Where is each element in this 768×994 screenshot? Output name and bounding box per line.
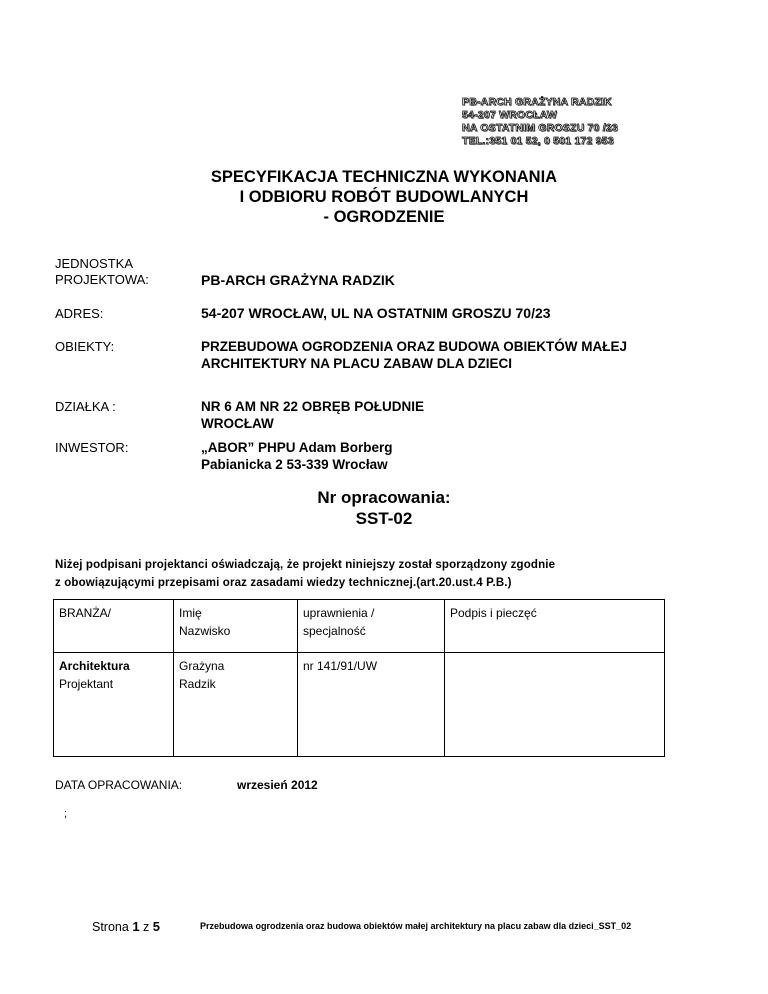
cell-signature <box>445 653 665 757</box>
title-line: - OGRODZENIE <box>323 208 445 226</box>
document-number-label: Nr opracowania: <box>317 488 451 507</box>
header-license-line: uprawnienia / <box>303 606 375 620</box>
cell-license-text: nr 141/91/UW <box>303 659 378 673</box>
objects-label: OBIEKTY: <box>55 339 115 354</box>
cell-branch-line: Architektura <box>59 659 130 673</box>
cell-name-line: Radzik <box>179 677 216 691</box>
table-header-row <box>54 600 665 653</box>
title-line: SPECYFIKACJA TECHNICZNA WYKONANIA <box>210 168 558 186</box>
investor-label: INWESTOR: <box>55 440 129 455</box>
date-label: DATA OPRACOWANIA: <box>55 778 183 792</box>
page-word: Strona <box>92 920 129 934</box>
header-license-line: specjalność <box>303 624 366 638</box>
cell-name-line: Grażyna <box>179 659 225 673</box>
objects-value-line: ARCHITEKTURY NA PLACU ZABAW DLA DZIECI <box>201 356 512 371</box>
date-value: wrzesień 2012 <box>237 778 318 792</box>
investor-value-line: Pabianicka 2 53-339 Wrocław <box>201 457 388 472</box>
address-label: ADRES: <box>55 306 104 321</box>
stray-mark: ; <box>64 808 68 820</box>
investor-value-line: „ABOR” PHPU Adam Borberg <box>201 440 393 455</box>
header-branch-text: BRANŻA/ <box>59 606 112 620</box>
footer-text: Przebudowa ogrodzenia oraz budowa obiektów małej architektury na placu zabaw dla dzieci_SST_02 <box>200 921 632 931</box>
header-name <box>174 600 298 653</box>
page-current: 1 <box>132 919 140 934</box>
title-line: I ODBIORU ROBÓT BUDOWLANYCH <box>239 188 529 206</box>
plot-value <box>201 398 424 432</box>
investor-value <box>201 439 393 473</box>
objects-value <box>201 338 627 372</box>
header-branch <box>54 600 174 653</box>
cell-license <box>298 653 445 757</box>
stamp-line: TEL.:351 01 52, 0 501 172 953 <box>462 135 614 147</box>
declaration <box>55 556 555 592</box>
header-signature <box>445 600 665 653</box>
stamp-line: NA OSTATNIM GROSZU 70 /23 <box>462 122 618 134</box>
plot-value-line: WROCŁAW <box>201 416 274 431</box>
cell-name <box>174 653 298 757</box>
unit-label <box>55 256 149 288</box>
declaration-line: z obowiązującymi przepisami oraz zasadami wiedzy technicznej.(art.20.ust.4 P.B.) <box>55 577 512 589</box>
document-title <box>0 167 768 227</box>
page-total: 5 <box>152 919 161 934</box>
unit-label-line: JEDNOSTKA <box>55 256 134 271</box>
declaration-line: Niżej podpisani projektanci oświadczają, że projekt niniejszy został sporządzony zgodnie <box>55 559 556 571</box>
unit-value: PB-ARCH GRAŻYNA RADZIK <box>201 272 395 288</box>
signature-table <box>53 599 665 757</box>
header-name-line: Imię <box>179 606 202 620</box>
address-value: 54-207 WROCŁAW, UL NA OSTATNIM GROSZU 70/23 <box>201 305 551 321</box>
plot-value-line: NR 6 AM NR 22 OBRĘB POŁUDNIE <box>201 399 425 414</box>
objects-value-line: PRZEBUDOWA OGRODZENIA ORAZ BUDOWA OBIEKTÓW MAŁEJ <box>201 339 627 354</box>
table-row <box>54 653 665 757</box>
plot-label: DZIAŁKA : <box>55 399 116 414</box>
company-stamp <box>462 96 618 148</box>
unit-label-line: PROJEKTOWA: <box>55 272 149 287</box>
stamp-line: PB-ARCH GRAŻYNA RADZIK <box>462 96 612 108</box>
cell-branch-line: Projektant <box>59 677 114 691</box>
header-name-line: Nazwisko <box>179 624 231 638</box>
document-number-value: SST-02 <box>355 509 413 528</box>
header-license <box>298 600 445 653</box>
cell-branch <box>54 653 174 757</box>
page-number <box>92 919 160 934</box>
page-of: z <box>143 920 150 934</box>
document-number <box>0 487 768 529</box>
stamp-line: 54-207 WROCŁAW <box>462 109 557 121</box>
header-signature-text: Podpis i pieczęć <box>450 606 537 620</box>
